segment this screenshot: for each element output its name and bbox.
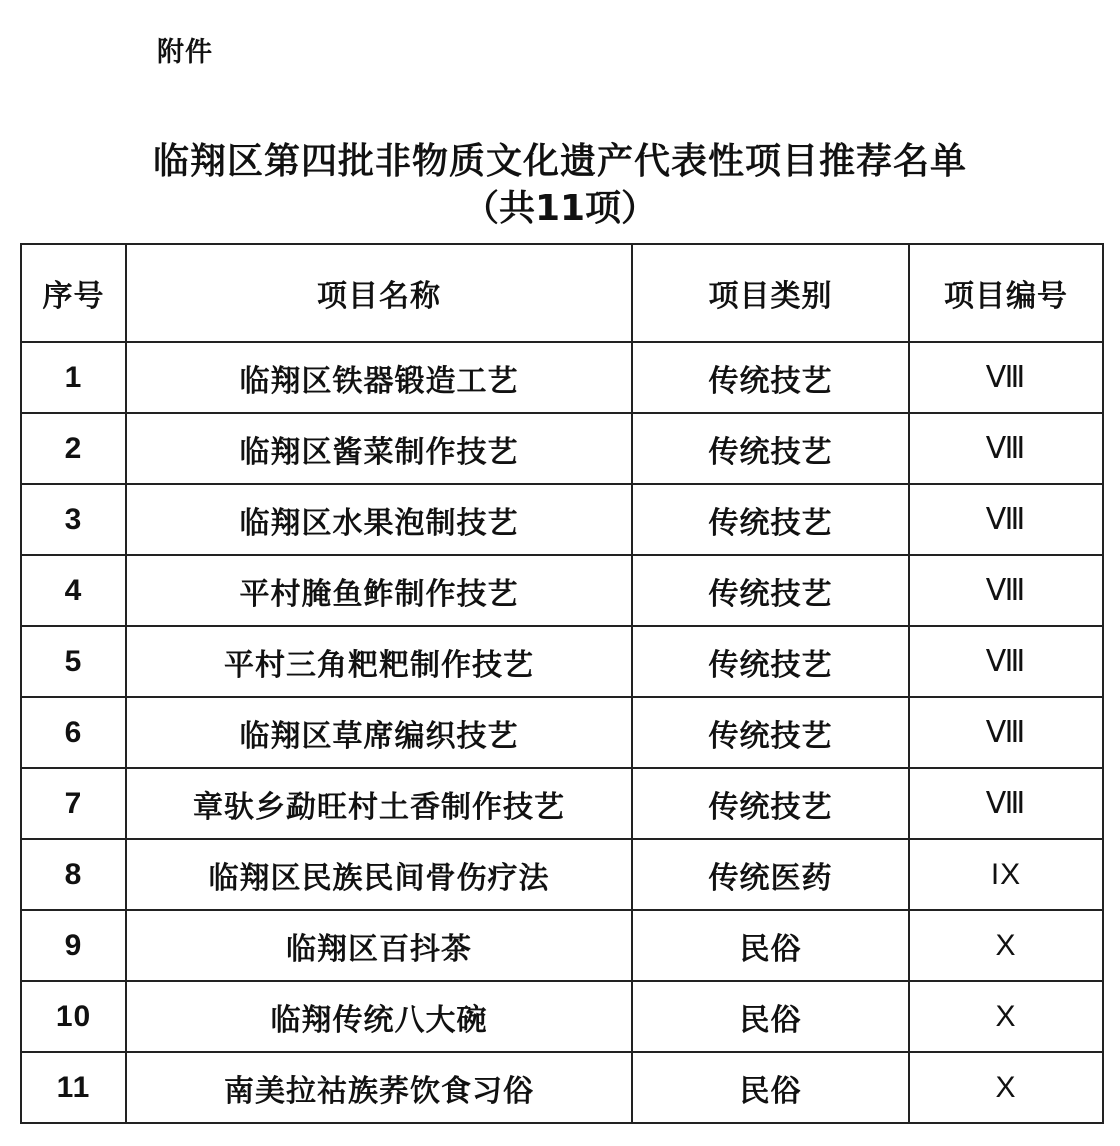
project-category-cell: 民俗 [632, 910, 909, 981]
header-project-category: 项目类别 [632, 244, 909, 342]
project-name-cell: 南美拉祜族荞饮食习俗 [126, 1052, 632, 1123]
project-category-cell: 民俗 [632, 1052, 909, 1123]
project-name-cell: 临翔区酱菜制作技艺 [126, 413, 632, 484]
serial-number-cell: 6 [21, 697, 126, 768]
project-category-cell: 传统技艺 [632, 626, 909, 697]
project-code-cell: Ⅷ [909, 484, 1103, 555]
table-row [21, 342, 1103, 413]
table-row [21, 413, 1103, 484]
header-project-code: 项目编号 [909, 244, 1103, 342]
project-category-cell: 传统技艺 [632, 342, 909, 413]
table-row [21, 1052, 1103, 1123]
project-name-cell: 临翔区水果泡制技艺 [126, 484, 632, 555]
project-name-cell: 平村腌鱼鲊制作技艺 [126, 555, 632, 626]
table-row [21, 697, 1103, 768]
serial-number-cell: 3 [21, 484, 126, 555]
project-category-cell: 传统医药 [632, 839, 909, 910]
table-row [21, 910, 1103, 981]
table-row [21, 981, 1103, 1052]
project-name-cell: 临翔区民族民间骨伤疗法 [126, 839, 632, 910]
project-code-cell: Ⅷ [909, 342, 1103, 413]
table-row [21, 626, 1103, 697]
header-serial-number: 序号 [21, 244, 126, 342]
serial-number-cell: 9 [21, 910, 126, 981]
table-row [21, 839, 1103, 910]
project-code-cell: X [909, 1052, 1103, 1123]
table-row [21, 484, 1103, 555]
document-subtitle: （共11项） [462, 188, 658, 229]
project-category-cell: 传统技艺 [632, 697, 909, 768]
project-code-cell: Ⅷ [909, 768, 1103, 839]
project-category-cell: 传统技艺 [632, 555, 909, 626]
table-body [21, 342, 1103, 1123]
table-header-row [21, 244, 1103, 342]
document-title: 临翔区第四批非物质文化遗产代表性项目推荐名单 [152, 141, 967, 182]
project-code-cell: Ⅷ [909, 413, 1103, 484]
project-name-cell: 平村三角粑粑制作技艺 [126, 626, 632, 697]
project-code-cell: X [909, 910, 1103, 981]
serial-number-cell: 4 [21, 555, 126, 626]
project-name-cell: 临翔区百抖茶 [126, 910, 632, 981]
project-code-cell: X [909, 981, 1103, 1052]
project-name-cell: 临翔区草席编织技艺 [126, 697, 632, 768]
serial-number-cell: 1 [21, 342, 126, 413]
header-project-name: 项目名称 [126, 244, 632, 342]
project-list-table [20, 243, 1104, 1124]
table-row [21, 555, 1103, 626]
project-category-cell: 民俗 [632, 981, 909, 1052]
serial-number-cell: 5 [21, 626, 126, 697]
attachment-label: 附件 [157, 37, 213, 68]
project-code-cell: Ⅷ [909, 555, 1103, 626]
project-category-cell: 传统技艺 [632, 768, 909, 839]
serial-number-cell: 7 [21, 768, 126, 839]
project-name-cell: 临翔传统八大碗 [126, 981, 632, 1052]
serial-number-cell: 8 [21, 839, 126, 910]
serial-number-cell: 10 [21, 981, 126, 1052]
project-name-cell: 临翔区铁器锻造工艺 [126, 342, 632, 413]
serial-number-cell: 2 [21, 413, 126, 484]
table-row [21, 768, 1103, 839]
project-code-cell: IX [909, 839, 1103, 910]
project-category-cell: 传统技艺 [632, 484, 909, 555]
project-code-cell: Ⅷ [909, 697, 1103, 768]
serial-number-cell: 11 [21, 1052, 126, 1123]
project-category-cell: 传统技艺 [632, 413, 909, 484]
project-name-cell: 章驮乡勐旺村土香制作技艺 [126, 768, 632, 839]
project-code-cell: Ⅷ [909, 626, 1103, 697]
